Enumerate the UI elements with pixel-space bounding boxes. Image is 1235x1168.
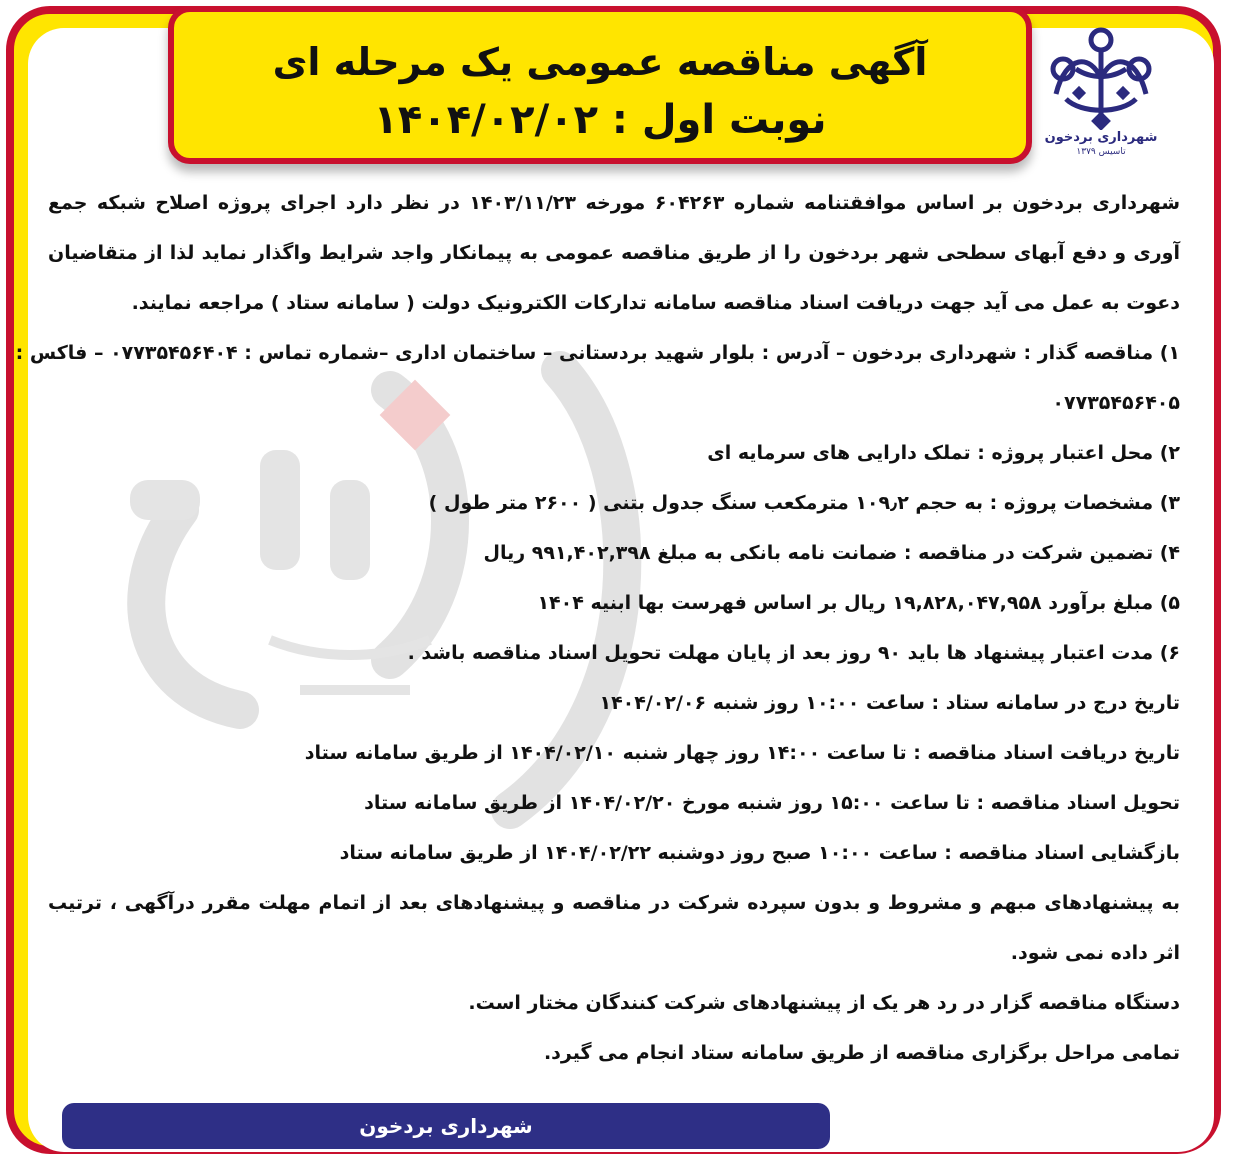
note-1: به پیشنهادهای مبهم و مشروط و بدون سپرده شرکت در مناقصه و پیشنهادهای بعد از اتمام مهلت مقرر درآگهی ، ترتیب اثر داده نمی شود.	[48, 892, 1180, 964]
date-receive: تاریخ دریافت اسناد مناقصه : تا ساعت ۱۴:۰۰ روز چهار شنبه ۱۴۰۴/۰۲/۱۰ از طریق سامانه ستاد	[304, 742, 1180, 764]
item-6: ۶) مدت اعتبار پیشنهاد ها باید ۹۰ روز بعد از پایان مهلت تحویل اسناد مناقصه باشد .	[407, 642, 1180, 664]
item-1-line-1: ۱) مناقصه گذار : شهرداری بردخون – آدرس : بلوار شهید بردستانی – ساختمان اداری –شماره تماس : ۰۷۷۳۵۴۵۶۴۰۴ – فاکس :	[15, 342, 1180, 364]
item-1-line-2: ۰۷۷۳۵۴۵۶۴۰۵	[1052, 392, 1180, 414]
page-title: آگهی مناقصه عمومی یک مرحله ای	[272, 40, 928, 84]
municipality-emblem-icon	[1046, 24, 1156, 130]
footer-label: شهرداری بردخون	[359, 1114, 533, 1138]
item-4: ۴) تضمین شرکت در مناقصه : ضمانت نامه بانکی به مبلغ ۹۹۱,۴۰۲,۳۹۸ ریال	[483, 542, 1180, 564]
note-3: تمامی مراحل برگزاری مناقصه از طریق سامانه ستاد انجام می گیرد.	[543, 1042, 1180, 1064]
logo-established: تاسیس ۱۳۷۹	[1076, 147, 1126, 157]
date-post: تاریخ درج در سامانه ستاد : ساعت ۱۰:۰۰ روز شنبه ۱۴۰۴/۰۲/۰۶	[599, 692, 1180, 714]
title-banner	[168, 6, 1032, 164]
footer-bar	[62, 1103, 830, 1149]
logo-name: شهرداری بردخون	[1044, 130, 1158, 145]
logo	[1036, 24, 1166, 172]
intro-paragraph: شهرداری بردخون بر اساس موافقتنامه شماره ۶۰۴۲۶۳ مورخه ۱۴۰۳/۱۱/۲۳ در نظر دارد اجرای پروژه اصلاح شبکه جمع آوری و دفع آبهای سطحی شهر بردخون را از طریق مناقصه عمومی به پیمانکار واجد شرایط واگذار نماید لذا از متقاضیان دعوت به عمل می آید جهت دریافت اسناد مناقصه سامانه تدارکات الکترونیک دولت ( سامانه ستاد ) مراجعه نمایند.	[48, 192, 1181, 314]
item-5: ۵) مبلغ برآورد ۱۹,۸۲۸,۰۴۷,۹۵۸ ریال بر اساس فهرست بها ابنیه ۱۴۰۴	[537, 592, 1180, 614]
item-3: ۳) مشخصات پروژه : به حجم ۱۰۹٫۲ مترمکعب سنگ جدول بتنی ( ۲۶۰۰ متر طول )	[428, 492, 1180, 514]
date-open: بازگشایی اسناد مناقصه : ساعت ۱۰:۰۰ صبح روز دوشنبه ۱۴۰۴/۰۲/۲۲ از طریق سامانه ستاد	[339, 842, 1180, 864]
round-date: نوبت اول : ۱۴۰۴/۰۲/۰۲	[373, 97, 827, 143]
ad-body	[15, 178, 1181, 1078]
date-deliver: تحویل اسناد مناقصه : تا ساعت ۱۵:۰۰ روز شنبه مورخ ۱۴۰۴/۰۲/۲۰ از طریق سامانه ستاد	[364, 792, 1180, 814]
note-2: دستگاه مناقصه گزار در رد هر یک از پیشنهادهای شرکت کنندگان مختار است.	[468, 992, 1180, 1014]
item-2: ۲) محل اعتبار پروژه : تملک دارایی های سرمایه ای	[707, 442, 1180, 464]
